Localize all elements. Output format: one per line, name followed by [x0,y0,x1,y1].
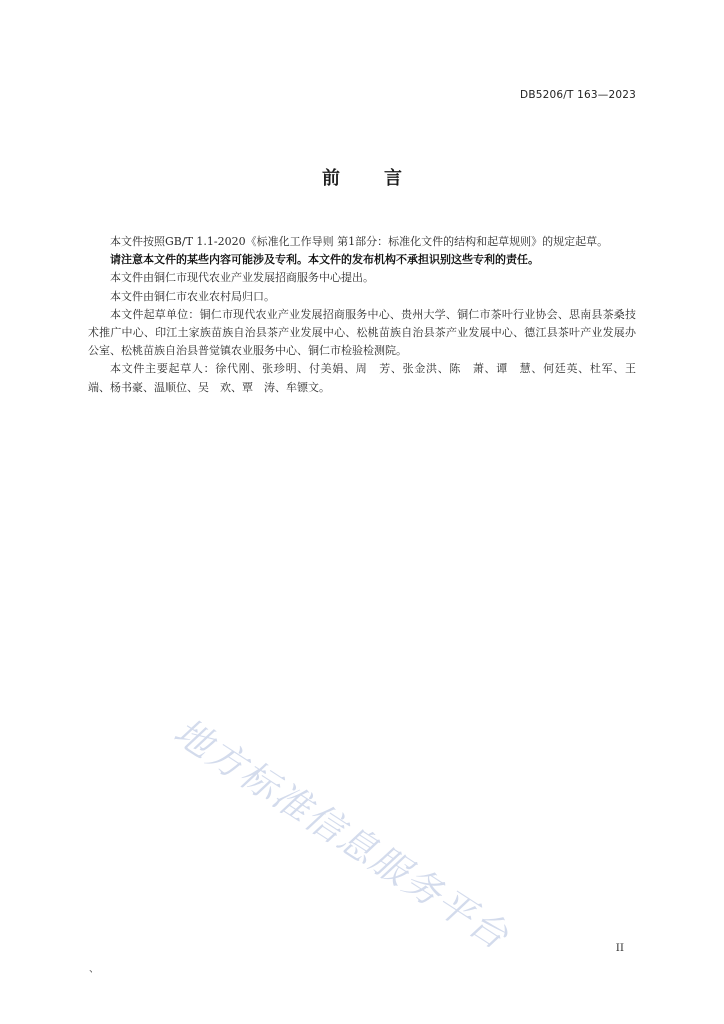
paragraph-patent-notice: 请注意本文件的某些内容可能涉及专利。本文件的发布机构不承担识别这些专利的责任。 [110,253,539,267]
paragraph-administrator: 本文件由铜仁市农业农村局归口。 [110,289,275,303]
document-code: DB5206/T 163—2023 [520,89,636,101]
corner-mark: 、 [89,964,99,975]
page-title: 前言 [322,168,446,189]
paragraph-drafters: 本文件主要起草人：徐代刚、张珍明、付美娟、周 芳、张金洪、陈 萧、谭 慧、何廷英、杜军、王 端、杨书豪、温顺位、吴 欢、覃 涛、牟镖文。 [88,362,647,394]
paragraph-proposer: 本文件由铜仁市现代农业产业发展招商服务中心提出。 [110,271,374,285]
preface-body [88,233,647,397]
page-number: II [615,942,624,954]
paragraph-drafting-units: 本文件起草单位：铜仁市现代农业产业发展招商服务中心、贵州大学、铜仁市茶叶行业协会、思南县茶桑技术推广中心、印江土家族苗族自治县茶产业发展中心、松桃苗族自治县茶产业发展中心、德江县茶叶产业发展办公室、松桃苗族自治县普觉镇农业服务中心、铜仁市检验检测院。 [88,307,636,358]
watermark: 地方标准信息服务平台 [166,709,517,959]
paragraph-drafting-rules: 本文件按照GB/T 1.1-2020《标准化工作导则 第1部分：标准化文件的结构和起草规则》的规定起草。 [110,235,609,248]
